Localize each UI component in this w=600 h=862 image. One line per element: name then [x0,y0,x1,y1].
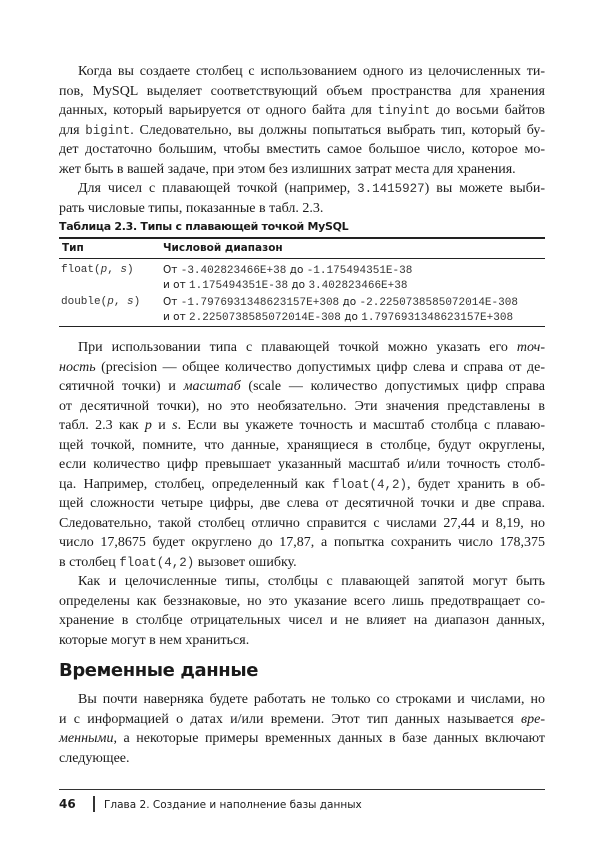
paragraph-unsigned [59,572,545,650]
range-word: и от [163,279,190,291]
text-line [59,338,545,358]
text-line [59,358,545,378]
text-line [59,377,545,397]
paragraph-float-intro [59,179,545,218]
text-run: для [59,122,86,138]
text-line [59,82,545,102]
inline-code: 3.1415927 [357,182,425,196]
text-run: рать числовые типы, показанные в табл. 2.3. [59,200,324,216]
text-run: (precision — общее количество допустимых цифр слева и справа от де- [95,359,545,375]
table-cell-range [163,295,518,325]
param-s: s [120,264,128,276]
text-line [59,101,545,121]
range-value: -3.402823466E+38 [180,265,287,277]
text-run: Как и целочисленные типы, столбцы с плавающей запятой могут быть [78,574,545,589]
text-line [59,494,545,514]
italic-term: s [172,418,178,433]
text-run: вызовет ошибку. [194,554,297,570]
table-caption: Таблица 2.3. Типы с плавающей точкой MySQL [59,220,349,233]
text-line [59,729,545,749]
text-line [59,121,545,141]
table-top-rule [59,237,545,239]
text-run: пов, MySQL выделяет соответствующий объем пространства для хранения [59,83,545,99]
range-line [163,278,412,293]
text-line [59,514,545,534]
italic-term: менными [59,731,114,746]
text-run: данных, который варьируется от одного байта для [59,103,378,118]
range-line [163,263,412,278]
paragraph-precision-scale [59,338,545,572]
text-line [59,416,545,436]
table-header-range: Числовой диапазон [163,242,283,254]
table-cell-type: double(p, s) [61,296,141,308]
text-line [59,179,545,199]
paragraph-integer-storage [59,62,545,179]
text-run: и [151,418,173,433]
text-run: которые могут в нем храниться. [59,632,250,648]
text-run: число 17,8675 будет округлено до 17,87, а попытка сохранить число 178,375 [59,535,545,550]
text-line [59,690,545,710]
text-line [59,611,545,631]
range-value: 3.402823466E+38 [308,280,408,292]
text-line [59,455,545,475]
page-number: 46 [59,797,76,811]
text-run: . Следовательно, вы должны попытаться выбрать тип, который бу- [130,122,545,138]
range-value: -1.175494351E-38 [306,265,413,277]
italic-term: ность [59,359,96,375]
italic-term: p [144,418,152,433]
range-value: 1.7976931348623157E+308 [361,312,514,324]
range-word: до [286,264,307,276]
param-s: s [127,296,134,308]
range-value: 1.175494351E-38 [189,280,289,292]
text-run: следующее. [59,750,130,766]
text-line [59,62,545,82]
table-header-rule [59,258,545,259]
footer-separator [93,796,95,812]
range-line [163,310,518,325]
text-run: жет быть в вашей задаче, при этом без излишних затрат места для хранения. [59,161,516,177]
text-run: хранение в столбце отрицательных чисел и не влияет на диапазон данных, [59,613,545,628]
table-header-type: Тип [62,242,84,254]
range-word: до [288,279,309,291]
text-line [59,160,545,180]
text-run: сятичной точки) и [59,379,184,394]
text-line [59,533,545,553]
inline-code: float(4,2) [119,555,195,570]
text-run: Для чисел с плавающей точкой (например, [78,181,358,196]
text-line [59,631,545,651]
inline-code: float(4,2) [332,477,408,492]
table-cell-range [163,263,412,293]
text-line [59,749,545,769]
italic-term: точ- [516,340,545,355]
text-line [59,710,545,730]
text-run: ца. Например, столбец, определенный как [59,476,333,492]
text-run: табл. 2.3 как [59,418,145,433]
range-value: -2.2250738585072014E-308 [359,297,518,309]
range-line [163,295,518,310]
footer-rule [59,789,545,790]
text-run: , будет хранить в об- [407,476,545,492]
text-run: ) вы можете выби- [424,181,545,196]
text-run: до восьми байтов [430,103,545,118]
text-run: Когда вы создаете столбец с использованием одного из целочисленных ти- [78,64,545,79]
range-word: и от [163,311,190,323]
inline-code: bigint [85,123,131,138]
text-line [59,592,545,612]
text-run: Вы почти наверняка будете работать не только со строками и числами, но [78,692,545,707]
range-word: От [163,264,181,276]
paragraph-temporal [59,690,545,768]
text-run: , а некоторые примеры временных данных в базе данных включают [113,731,545,746]
param-p: p [107,296,114,308]
chapter-title: Глава 2. Создание и наполнение базы данных [104,799,362,811]
table-cell-type: float(p, s) [61,264,134,276]
text-run: . Если вы укажете точность и масштаб столбца с плаваю- [177,418,545,433]
text-line [59,397,545,417]
range-value: -1.7976931348623157E+308 [180,297,340,309]
range-word: От [163,296,181,308]
text-line [59,199,545,219]
text-run: (scale — количество допустимых цифр справа [240,379,545,394]
param-p: p [100,264,108,276]
text-run: При использовании типа с плавающей точкой можно указать его [78,340,517,355]
italic-term: вре- [521,711,545,727]
range-word: до [340,311,362,323]
text-run: определены как беззнаковые, но это указание всего лишь предотвращает со- [59,593,545,609]
text-run: щей сложности четыре цифры, две слева от десятичной точки и две справа. [59,496,545,511]
text-run: и с информацией о датах и/или времени. Этот тип данных называется [59,711,522,727]
inline-code: tinyint [377,104,431,118]
text-run: дет достаточно большим, чтобы вместить самое большое число, которое мо- [59,142,545,157]
table-bottom-rule [59,326,545,327]
range-word: до [339,296,360,308]
text-run: щей точкой, помните, что данные, хранящиеся в столбце, будут округлены, [59,437,545,453]
text-line [59,475,545,495]
text-line [59,553,545,573]
text-run: в столбец [59,554,120,570]
text-run: от десятичной точки), но это необязательно. Эти значения представлены в [59,398,545,414]
text-line [59,140,545,160]
range-value: 2.2250738585072014E-308 [189,312,341,324]
text-line [59,572,545,592]
text-run: Следовательно, такой столбец отлично справится с числами 27,44 и 8,19, но [59,515,545,531]
text-run: если количество цифр превышает указанный масштаб и/или точность столб- [59,457,545,472]
italic-term: масштаб [183,379,241,394]
text-line [59,436,545,456]
section-heading: Временные данные [59,660,259,681]
